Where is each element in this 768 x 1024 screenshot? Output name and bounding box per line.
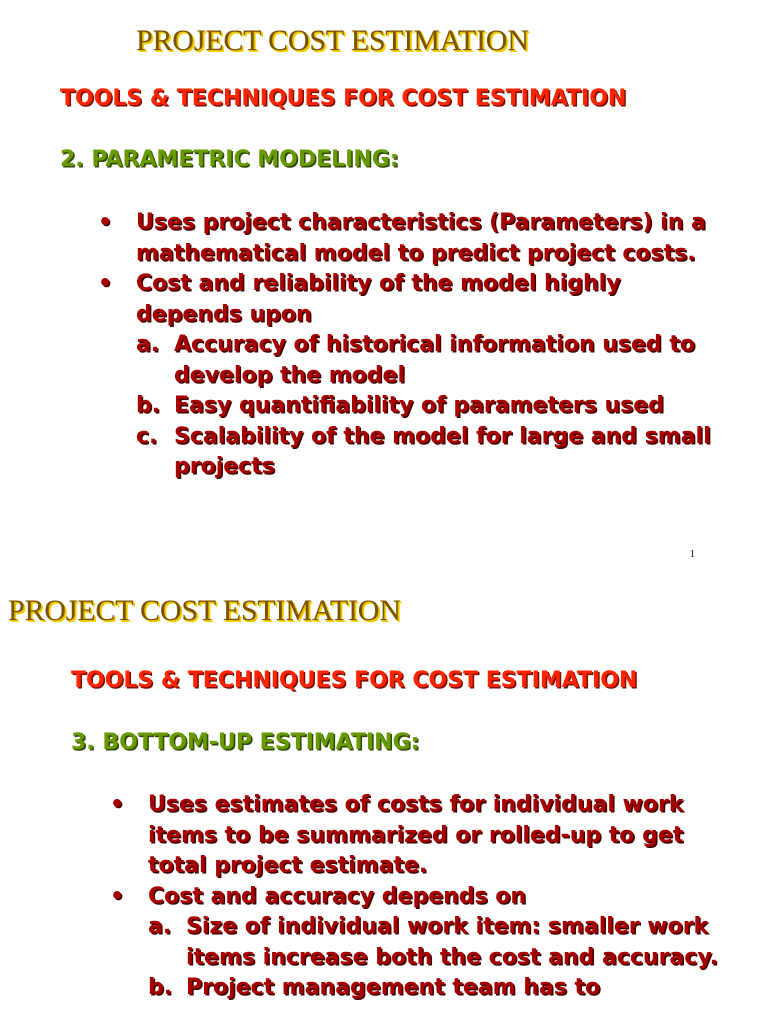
sub-item-marker: b. xyxy=(148,975,173,1000)
sub-list xyxy=(148,912,730,1004)
bullet-item: • Uses project characteristics (Parameters) in a mathematical model to predict project costs. xyxy=(98,208,718,269)
bullet-text: Cost and reliability of the model highly depends upon xyxy=(136,271,621,327)
sub-item xyxy=(136,330,718,391)
section-heading: 2. PARAMETRIC MODELING: xyxy=(60,147,399,172)
page-number: 1 xyxy=(690,549,695,560)
sub-item xyxy=(136,391,718,422)
sub-item-text: Accuracy of historical information used to develop the model xyxy=(174,332,695,388)
sub-item-text: Size of individual work item: smaller work items increase both the cost and accuracy. xyxy=(186,914,718,970)
slide-subtitle: TOOLS & TECHNIQUES FOR COST ESTIMATION xyxy=(71,668,638,693)
sub-item-text: Easy quantifiability of parameters used xyxy=(174,393,664,418)
sub-item-marker: b. xyxy=(136,393,161,418)
sub-item xyxy=(148,912,730,973)
slide-title: PROJECT COST ESTIMATION xyxy=(8,594,401,627)
slide-subtitle: TOOLS & TECHNIQUES FOR COST ESTIMATION xyxy=(60,86,627,111)
bullet-item: • Uses estimates of costs for individual work items to be summarized or rolled-up to get total project estimate. xyxy=(110,790,730,882)
sub-item xyxy=(136,422,718,483)
sub-item-marker: a. xyxy=(148,914,172,939)
sub-list xyxy=(136,330,718,483)
bullet-item xyxy=(110,882,730,1004)
bullet-list xyxy=(98,208,718,483)
sub-item-marker: c. xyxy=(136,423,158,449)
bullet-item xyxy=(98,269,718,483)
sub-item xyxy=(148,973,730,1004)
slide-title: PROJECT COST ESTIMATION xyxy=(136,24,529,57)
sub-item-text: Scalability of the model for large and small projects xyxy=(174,423,711,479)
sub-item-text: Project management team has to xyxy=(186,975,601,1000)
section-heading: 3. BOTTOM-UP ESTIMATING: xyxy=(71,730,420,755)
bullet-list xyxy=(110,790,730,1004)
sub-item-marker: a. xyxy=(136,332,160,357)
slide-2 xyxy=(0,580,768,1024)
bullet-text: Cost and accuracy depends on xyxy=(148,883,527,909)
